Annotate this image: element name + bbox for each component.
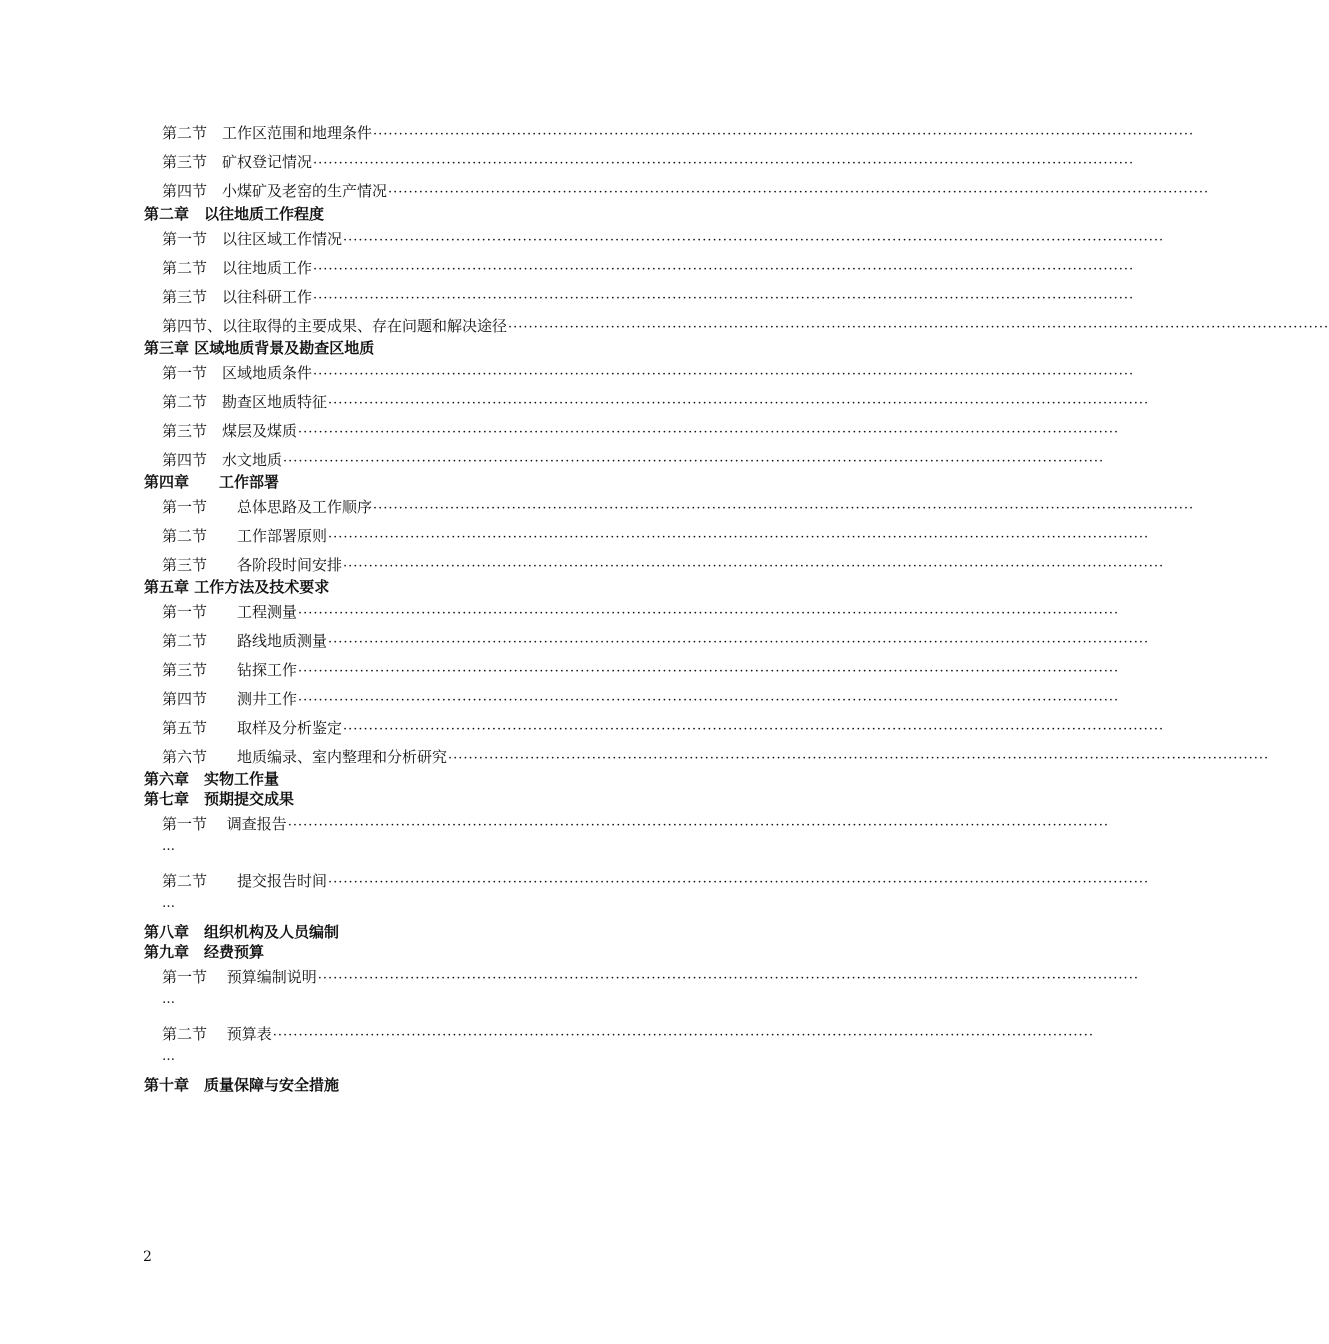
toc-section-entry: [162, 717, 1165, 738]
toc-chapter-heading: 第五章 工作方法及技术要求: [144, 578, 330, 596]
toc-section-entry: [162, 630, 1150, 651]
dot-leader: ································································································································································: [328, 875, 1150, 890]
toc-section-entry: [162, 554, 1165, 575]
dot-leader: ································································································································································: [328, 635, 1150, 650]
dot-leader: ································································································································································: [272, 1028, 1094, 1043]
dot-leader: ································································································································································: [313, 367, 1135, 382]
dot-leader: ································································································································································: [328, 396, 1150, 411]
toc-section-entry: [162, 362, 1135, 383]
toc-section-entry: [162, 122, 1195, 143]
dot-leader: ································································································································································: [313, 291, 1135, 306]
toc-entry-title: 第二节 工作区范围和地理条件: [162, 124, 373, 142]
toc-entry-title: 第三节 煤层及煤质: [162, 422, 298, 440]
dot-leader: ································································································································································: [313, 156, 1135, 171]
toc-entry-title: 第二节 以往地质工作: [162, 259, 313, 277]
toc-chapter-heading: 第二章 以往地质工作程度: [144, 205, 325, 223]
toc-chapter-heading: 第三章 区域地质背景及勘查区地质: [144, 339, 375, 357]
toc-entry-title: 第一节 工程测量: [162, 603, 298, 621]
dot-leader-wrap: …: [162, 839, 176, 854]
toc-section-entry: [162, 151, 1135, 172]
toc-entry-title: 第二节 路线地质测量: [162, 632, 328, 650]
toc-section-entry: [162, 286, 1135, 307]
toc-entry-title: 第二节 预算表: [162, 1025, 272, 1043]
dot-leader: ································································································································································: [373, 501, 1195, 516]
toc-chapter-heading: 第八章 组织机构及人员编制: [144, 923, 340, 941]
toc-chapter-heading: 第六章 实物工作量: [144, 770, 280, 788]
dot-leader: ································································································································································: [283, 454, 1105, 469]
dot-leader: ································································································································································: [373, 127, 1195, 142]
toc-entry-title: 第一节 预算编制说明: [162, 968, 317, 986]
dot-leader: ································································································································································: [317, 971, 1139, 986]
toc-entry-title: 第六节 地质编录、室内整理和分析研究: [162, 748, 448, 766]
toc-section-entry: [162, 601, 1120, 622]
toc-section-entry: [162, 525, 1150, 546]
toc-entry-title: 第二节 工作部署原则: [162, 527, 328, 545]
toc-section-entry: [162, 870, 1150, 891]
toc-section-entry: [162, 315, 1329, 336]
toc-chapter-heading: 第七章 预期提交成果: [144, 790, 295, 808]
toc-section-entry: [162, 449, 1105, 470]
toc-section-entry: [162, 688, 1120, 709]
toc-section-entry: [162, 659, 1120, 680]
toc-entry-title: 第三节 以往科研工作: [162, 288, 313, 306]
dot-leader: ································································································································································: [343, 233, 1165, 248]
dot-leader: ································································································································································: [287, 818, 1109, 833]
dot-leader: ································································································································································: [343, 559, 1165, 574]
toc-entry-title: 第二节 提交报告时间: [162, 872, 328, 890]
toc-entry-title: 第四节、以往取得的主要成果、存在问题和解决途径: [162, 317, 508, 335]
toc-entry-title: 第三节 矿权登记情况: [162, 153, 313, 171]
toc-entry-title: 第五节 取样及分析鉴定: [162, 719, 343, 737]
dot-leader: ································································································································································: [508, 320, 1329, 335]
dot-leader: ································································································································································: [298, 693, 1120, 708]
dot-leader-wrap: …: [162, 896, 176, 911]
dot-leader: ································································································································································: [298, 606, 1120, 621]
toc-section-entry: [162, 180, 1210, 201]
toc-section-entry: [162, 228, 1165, 249]
dot-leader: ································································································································································: [298, 664, 1120, 679]
toc-entry-title: 第四节 水文地质: [162, 451, 283, 469]
toc-section-entry: [162, 966, 1139, 987]
toc-section-entry: [162, 420, 1120, 441]
toc-entry-title: 第一节 区域地质条件: [162, 364, 313, 382]
dot-leader: ································································································································································: [298, 425, 1120, 440]
toc-entry-title: 第一节 以往区域工作情况: [162, 230, 343, 248]
page-number: 2: [143, 1249, 152, 1265]
toc-entry-title: 第三节 各阶段时间安排: [162, 556, 343, 574]
toc-chapter-heading: 第十章 质量保障与安全措施: [144, 1076, 340, 1094]
toc-section-entry: [162, 496, 1195, 517]
dot-leader: ································································································································································: [313, 262, 1135, 277]
toc-entry-title: 第一节 调查报告: [162, 815, 287, 833]
dot-leader: ································································································································································: [328, 530, 1150, 545]
toc-section-entry: [162, 1023, 1094, 1044]
dot-leader: ································································································································································: [343, 722, 1165, 737]
toc-chapter-heading: 第九章 经费预算: [144, 943, 265, 961]
toc-section-entry: [162, 391, 1150, 412]
toc-entry-title: 第一节 总体思路及工作顺序: [162, 498, 373, 516]
toc-entry-title: 第二节 勘查区地质特征: [162, 393, 328, 411]
toc-entry-title: 第三节 钻探工作: [162, 661, 298, 679]
toc-entry-title: 第四节 小煤矿及老窑的生产情况: [162, 182, 388, 200]
dot-leader-wrap: …: [162, 992, 176, 1007]
toc-section-entry: [162, 257, 1135, 278]
dot-leader-wrap: …: [162, 1049, 176, 1064]
dot-leader: ································································································································································: [388, 185, 1210, 200]
toc-section-entry: [162, 746, 1270, 767]
toc-chapter-heading: 第四章 工作部署: [144, 473, 280, 491]
toc-section-entry: [162, 813, 1109, 834]
toc-entry-title: 第四节 测井工作: [162, 690, 298, 708]
dot-leader: ································································································································································: [448, 751, 1270, 766]
